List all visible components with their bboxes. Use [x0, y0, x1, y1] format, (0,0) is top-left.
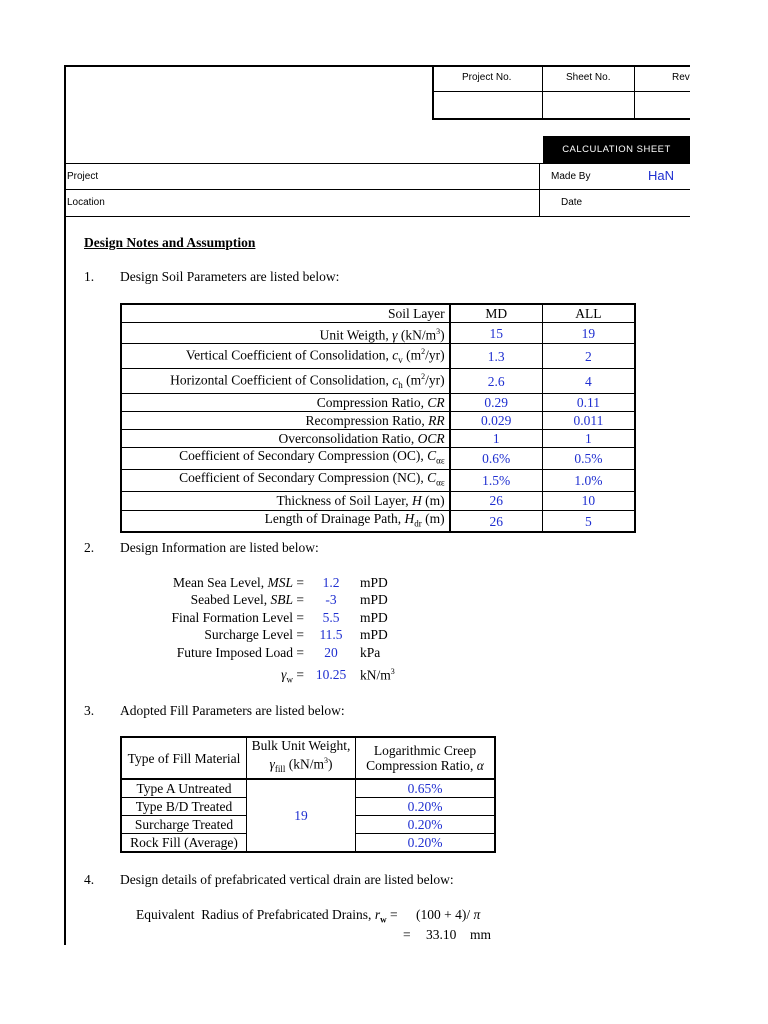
md-value: 0.6% [450, 448, 543, 470]
md-value: 0.029 [450, 412, 543, 430]
row-label: Thickness of Soil Layer, H (m) [121, 491, 450, 510]
info-value: -3 [325, 592, 337, 607]
soil-parameters-table [120, 303, 636, 533]
all-value: 1.0% [542, 470, 635, 492]
section-heading: Design details of prefabricated vertical drain are listed below: [120, 872, 454, 887]
header-divider [539, 163, 540, 216]
md-value: 2.6 [450, 369, 543, 394]
all-value: 5 [542, 510, 635, 532]
header-divider [432, 91, 690, 92]
fill-type: Type B/D Treated [121, 798, 247, 816]
column-header: MD [450, 304, 543, 323]
table-header-row [121, 304, 635, 323]
date-label: Date [561, 197, 583, 208]
fill-type: Type A Untreated [121, 779, 247, 798]
header-divider [64, 216, 690, 217]
table-header-row [121, 737, 495, 779]
table-row [121, 779, 495, 798]
table-row [121, 323, 635, 344]
column-header: Soil Layer [121, 304, 450, 323]
info-label: Future Imposed Load = [176, 645, 304, 660]
equation-formula: (100 + 4)/ π [416, 907, 481, 922]
made-by-value: HaN [648, 168, 675, 183]
creep-ratio-value: 0.20% [356, 834, 496, 853]
info-value: 11.5 [319, 627, 343, 642]
md-value: 1.3 [450, 344, 543, 369]
table-row [121, 412, 635, 430]
info-value: 1.2 [322, 575, 340, 590]
table-row [121, 510, 635, 532]
md-value: 26 [450, 510, 543, 532]
section-heading: Adopted Fill Parameters are listed below: [120, 703, 345, 718]
project-label: Project [67, 171, 99, 182]
table-row [121, 394, 635, 412]
info-unit: mPD [360, 575, 388, 590]
header-divider [432, 118, 690, 120]
all-value: 4 [542, 369, 635, 394]
location-label: Location [67, 197, 105, 208]
header-divider [64, 163, 690, 164]
info-value: 10.25 [315, 667, 347, 682]
all-value: 0.011 [542, 412, 635, 430]
info-label: Final Formation Level = [171, 610, 304, 625]
info-label: $\gamma_w$ = [281, 667, 304, 685]
equation-label: Equivalent Radius of Prefabricated Drains, $r_w$ = [136, 907, 398, 925]
md-value: 15 [450, 323, 543, 344]
row-label: Length of Drainage Path, $H_{dr}$ (m) [121, 510, 450, 532]
table-row [121, 430, 635, 448]
calculation-sheet-banner: CALCULATION SHEET [543, 136, 690, 163]
creep-ratio-value: 0.65% [356, 779, 496, 798]
row-label: Horizontal Coefficient of Consolidation, $c_h$ $(m^2/yr)$ [121, 369, 450, 394]
all-value: 0.5% [542, 448, 635, 470]
column-header: ALL [542, 304, 635, 323]
fill-parameters-table [120, 736, 496, 853]
equation-result-prefix: = [403, 927, 411, 942]
creep-ratio-value: 0.20% [356, 798, 496, 816]
info-label: Surcharge Level = [204, 627, 304, 642]
project-no-label: Project No. [462, 72, 512, 83]
bulk-unit-weight-value: 19 [247, 779, 356, 852]
info-value: 5.5 [322, 610, 340, 625]
header-divider [634, 65, 635, 119]
all-value: 10 [542, 491, 635, 510]
header-divider [432, 65, 434, 120]
row-label: Coefficient of Secondary Compression (OC), $C_{\alpha\varepsilon}$ [121, 448, 450, 470]
row-label: Overconsolidation Ratio, OCR [121, 430, 450, 448]
creep-ratio-value: 0.20% [356, 816, 496, 834]
info-unit: mPD [360, 627, 388, 642]
sheet-no-label: Sheet No. [566, 72, 611, 83]
section-number: 1. [84, 269, 95, 284]
row-label: Vertical Coefficient of Consolidation, $c_v$ $(m^2/yr)$ [121, 344, 450, 369]
info-label: Mean Sea Level, MSL = [173, 575, 304, 590]
equation-unit: mm [470, 927, 492, 942]
info-unit: kPa [360, 645, 381, 660]
row-label: Compression Ratio, CR [121, 394, 450, 412]
section-number: 4. [84, 872, 95, 887]
md-value: 1.5% [450, 470, 543, 492]
column-header: Type of Fill Material [121, 737, 247, 779]
section-number: 2. [84, 540, 95, 555]
all-value: 1 [542, 430, 635, 448]
info-unit: mPD [360, 610, 388, 625]
header-divider [542, 65, 543, 119]
info-unit: $kN/m^3$ [360, 667, 395, 683]
all-value: 0.11 [542, 394, 635, 412]
column-header: Logarithmic Creep Compression Ratio, α [356, 737, 496, 779]
all-value: 2 [542, 344, 635, 369]
equation-result: 33.10 [426, 927, 457, 942]
info-value: 20 [324, 645, 338, 660]
table-row [121, 448, 635, 470]
page-left-border [64, 65, 66, 945]
header-divider [64, 189, 690, 190]
table-row [121, 491, 635, 510]
info-unit: mPD [360, 592, 388, 607]
table-row [121, 369, 635, 394]
table-row [121, 470, 635, 492]
info-label: Seabed Level, SBL = [190, 592, 304, 607]
header-top-border [64, 65, 690, 67]
row-label: Recompression Ratio, RR [121, 412, 450, 430]
rev-label: Rev [672, 72, 690, 83]
row-label: Unit Weigth, γ $(kN/m^3)$ [121, 323, 450, 344]
section-heading: Design Soil Parameters are listed below: [120, 269, 340, 284]
md-value: 1 [450, 430, 543, 448]
row-label: Coefficient of Secondary Compression (NC), $C_{\alpha\varepsilon}$ [121, 470, 450, 492]
fill-type: Surcharge Treated [121, 816, 247, 834]
page-title: Design Notes and Assumption [84, 235, 256, 250]
column-header: Bulk Unit Weight, $\gamma_{fill}$ $(kN/m^3)$ [247, 737, 356, 779]
fill-type: Rock Fill (Average) [121, 834, 247, 853]
md-value: 26 [450, 491, 543, 510]
section-number: 3. [84, 703, 95, 718]
md-value: 0.29 [450, 394, 543, 412]
all-value: 19 [542, 323, 635, 344]
table-row [121, 344, 635, 369]
section-heading: Design Information are listed below: [120, 540, 319, 555]
made-by-label: Made By [551, 171, 591, 182]
